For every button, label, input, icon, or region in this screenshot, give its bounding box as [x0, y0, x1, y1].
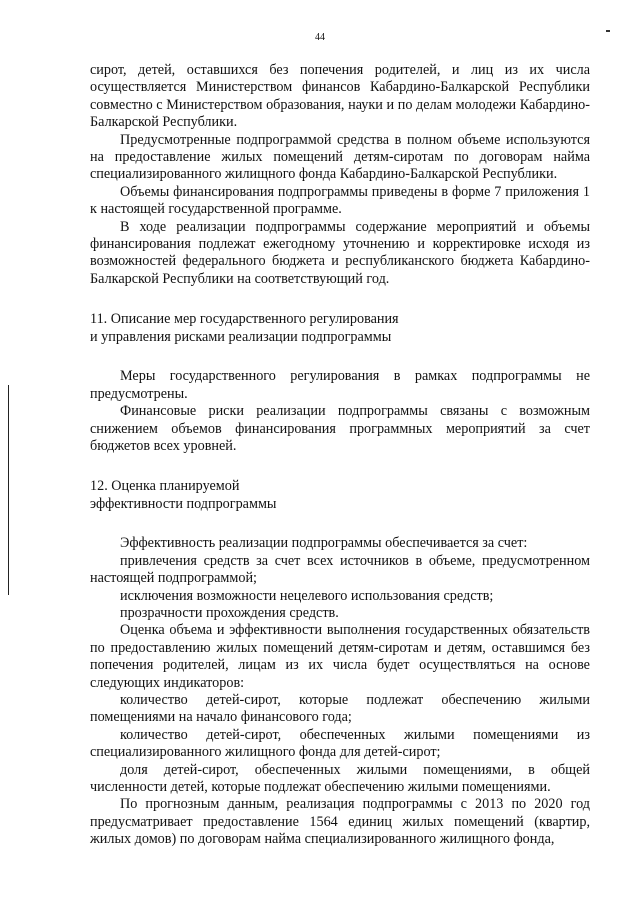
- paragraph: доля детей-сирот, обеспеченных жилыми помещениями, в общей численности детей, которые подлежат обеспечению жилыми помещениями.: [90, 761, 590, 795]
- paragraph: Предусмотренные подпрограммой средства в полном объеме используются на предоставление жилых помещений детям-сиротам по договорам найма специализированного жилищного фонда Кабардино-Балкарской Республики.: [90, 131, 590, 183]
- paragraph: количество детей-сирот, обеспеченных жилыми помещениями из специализированного жилищного фонда для детей-сирот;: [90, 726, 590, 761]
- section-12: [90, 477, 590, 848]
- section-heading: и управления рисками реализации подпрограммы: [90, 329, 392, 346]
- section-intro: [90, 62, 590, 288]
- page-number: 44: [315, 32, 325, 43]
- paragraph: прозрачности прохождения средств.: [120, 604, 339, 621]
- section-11: [90, 310, 590, 455]
- paragraph: сирот, детей, оставшихся без попечения родителей, и лиц из их числа осуществляется Министерством финансов Кабардино-Балкарской Республики совместно с Министерством образования, науки и по делам молодежи Кабардино-Балкарской Республики.: [90, 62, 590, 131]
- paragraph: В ходе реализации подпрограммы содержание мероприятий и объемы финансирования подлежат ежегодному уточнению и корректировке исходя из возможностей федерального бюджета и республиканского бюджета Кабардино-Балкарской Республики на соответствующий год.: [90, 218, 590, 287]
- section-heading: эффективности подпрограммы: [90, 496, 277, 513]
- paragraph: Объемы финансирования подпрограммы приведены в форме 7 приложения 1 к настоящей государственной программе.: [90, 183, 590, 218]
- paragraph: Финансовые риски реализации подпрограммы связаны с возможным снижением объемов финансирования программных мероприятий за счет бюджетов всех уровней.: [90, 403, 590, 454]
- paragraph: Оценка объема и эффективности выполнения государственных обязательств по предоставлению жилых помещений детям-сиротам и детям, оставшимся без попечения родителей, лицам из их числа будет осуществляться на основе следующих индикаторов:: [90, 622, 590, 691]
- document-body: [90, 62, 590, 849]
- paragraph: количество детей-сирот, которые подлежат обеспечению жилыми помещениями на начало финансового года;: [90, 691, 590, 726]
- paragraph: Меры государственного регулирования в рамках подпрограммы не предусмотрены.: [90, 368, 590, 402]
- section-heading: 11. Описание мер государственного регулирования: [90, 311, 399, 328]
- paragraph: исключения возможности нецелевого использования средств;: [120, 587, 494, 604]
- paragraph: По прогнозным данным, реализация подпрограммы с 2013 по 2020 год предусматривает предоставление 1564 единиц жилых помещений (квартир, жилых домов) по договорам найма специализированного жилищного фонда,: [90, 796, 590, 848]
- section-heading: 12. Оценка планируемой: [90, 478, 240, 495]
- scan-margin-line: [8, 385, 9, 595]
- paragraph: привлечения средств за счет всех источников в объеме, предусмотренном настоящей подпрограммой;: [90, 552, 590, 587]
- paragraph: Эффективность реализации подпрограммы обеспечивается за счет:: [120, 535, 528, 552]
